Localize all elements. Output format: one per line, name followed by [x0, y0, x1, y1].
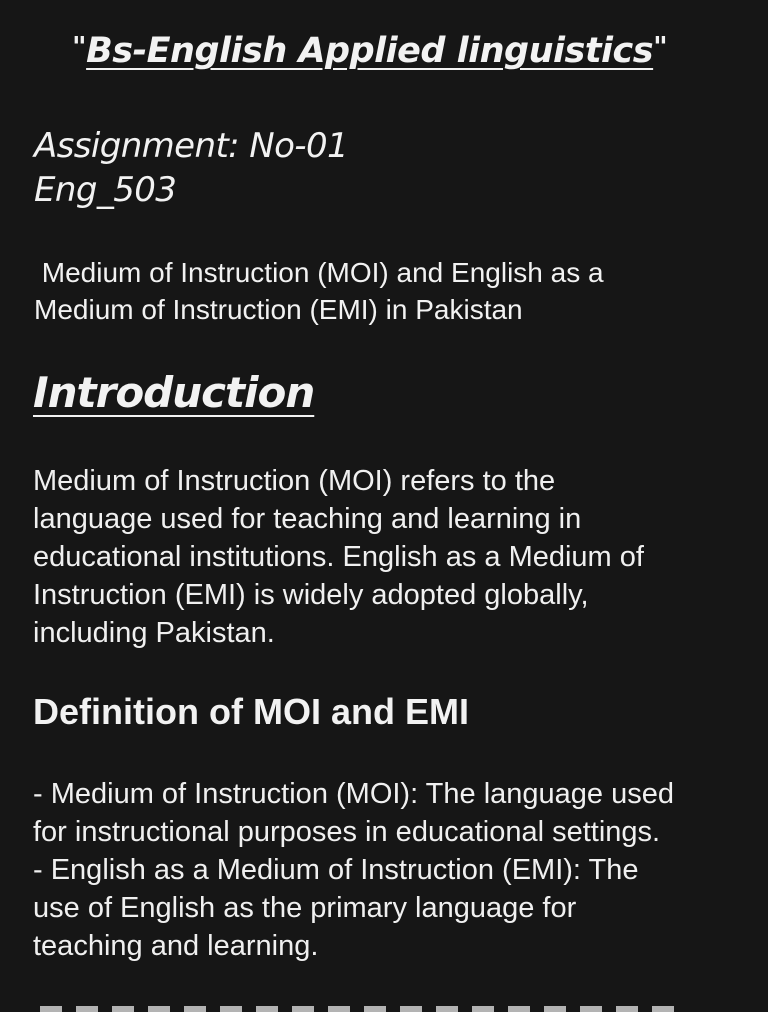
course-title — [72, 30, 667, 71]
definition-list — [33, 775, 674, 965]
assignment-subject — [34, 254, 604, 328]
paragraph-line: Medium of Instruction (MOI) refers to the — [33, 465, 556, 497]
subject-line: Medium of Instruction (EMI) in Pakistan — [34, 294, 523, 325]
close-quote: " — [653, 30, 668, 63]
page-bottom-edge — [0, 1012, 768, 1024]
assignment-info — [34, 124, 348, 212]
definition-heading: Definition of MOI and EMI — [33, 691, 469, 732]
paragraph-line: Instruction (EMI) is widely adopted globally, — [33, 579, 589, 611]
course-name: Bs-English Applied linguistics — [86, 31, 654, 71]
introduction-paragraph — [33, 462, 644, 652]
subject-line: Medium of Instruction (MOI) and English as a — [34, 257, 604, 288]
introduction-heading: Introduction — [33, 368, 315, 417]
course-code: Eng_503 — [34, 170, 177, 210]
definition-line: teaching and learning. — [33, 930, 319, 962]
definition-line: use of English as the primary language for — [33, 892, 577, 924]
definition-line: - English as a Medium of Instruction (EMI): The — [33, 854, 639, 886]
definition-line: for instructional purposes in educational settings. — [33, 816, 661, 848]
assignment-number: Assignment: No-01 — [34, 126, 349, 166]
open-quote: " — [72, 30, 87, 63]
paragraph-line: language used for teaching and learning in — [33, 503, 582, 535]
definition-line: - Medium of Instruction (MOI): The language used — [33, 778, 674, 810]
paragraph-line: including Pakistan. — [33, 617, 275, 649]
paragraph-line: educational institutions. English as a Medium of — [33, 541, 644, 573]
